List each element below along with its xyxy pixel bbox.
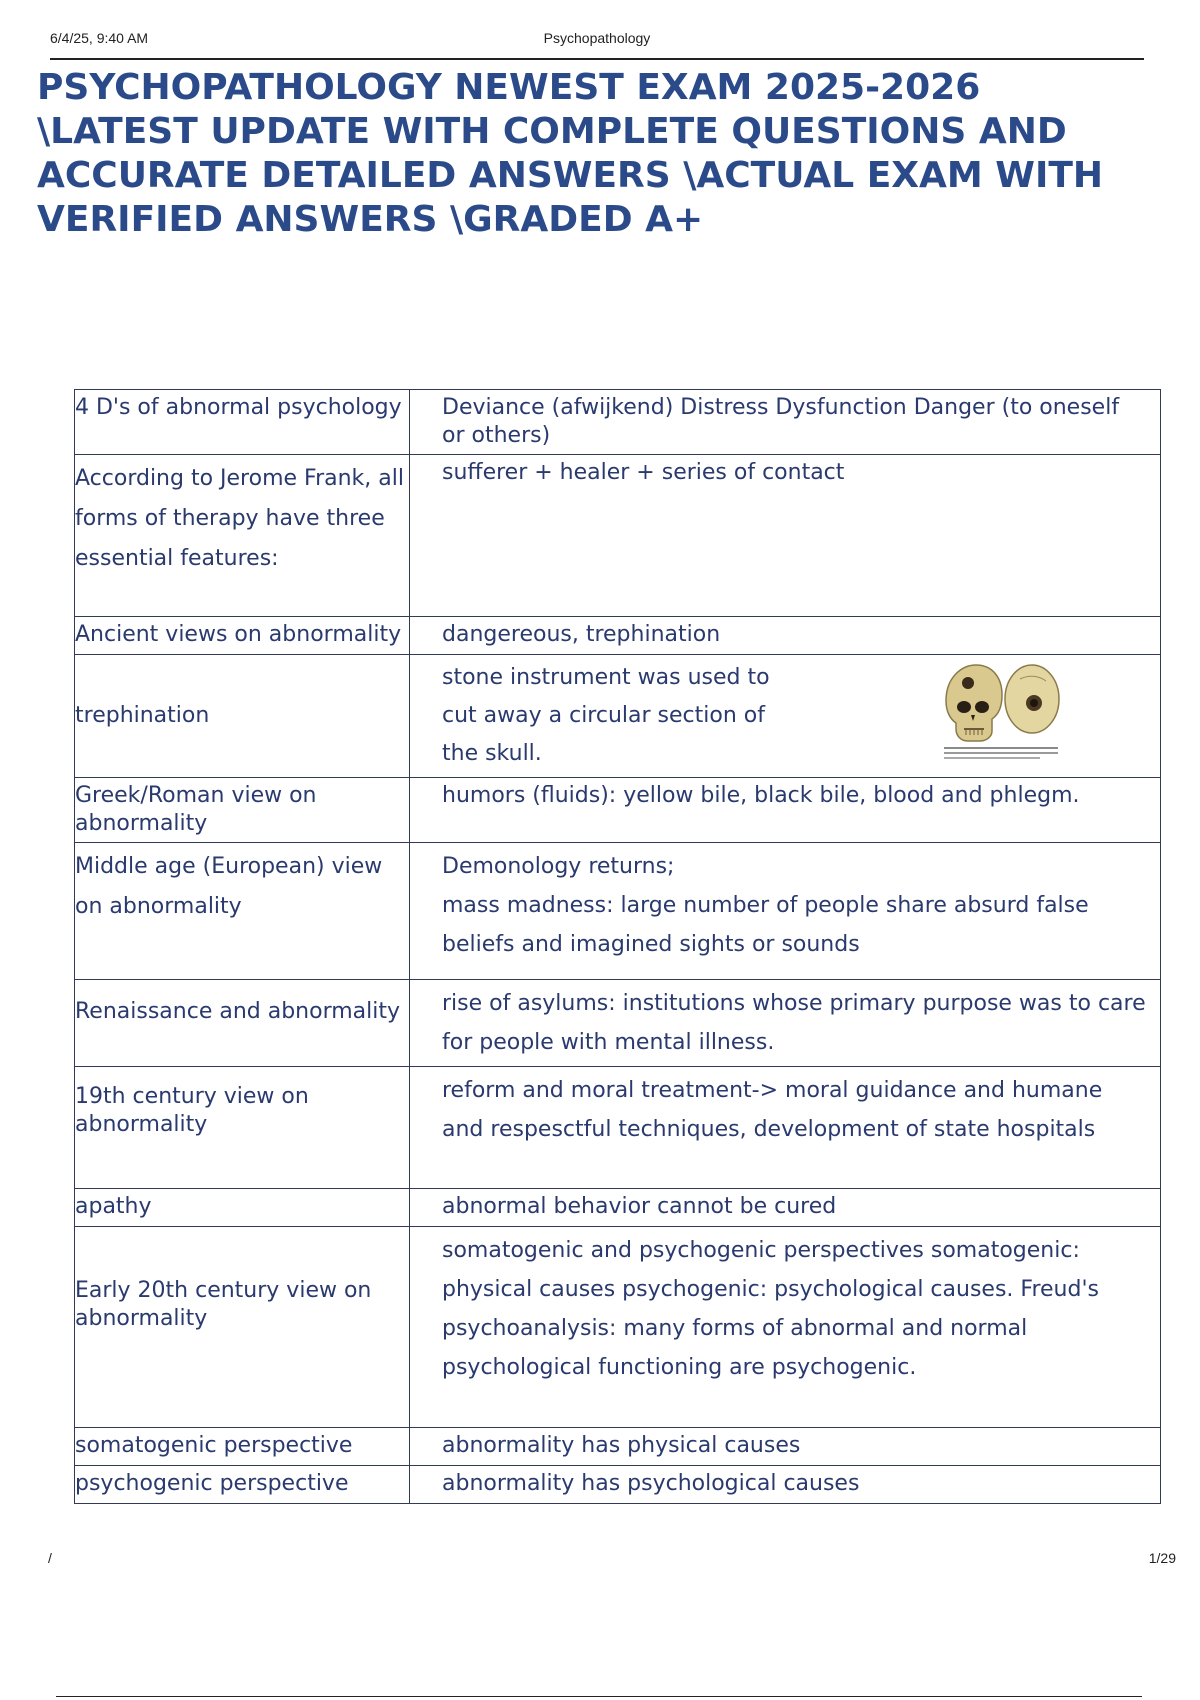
- term-cell: [75, 1067, 410, 1189]
- definition-cell: sufferer + healer + series of contact: [410, 455, 1161, 617]
- definition-cell: humors (fluids): yellow bile, black bile, blood and phlegm.: [410, 778, 1161, 843]
- table-row: [75, 1428, 1161, 1466]
- definition-cell: reform and moral treatment-> moral guidance and humane and respesctful techniques, development of state hospitals: [410, 1067, 1161, 1189]
- print-doc-name: Psychopathology: [543, 30, 651, 46]
- definition-cell: Deviance (afwijkend) Distress Dysfunction Danger (to oneself or others): [410, 390, 1161, 455]
- term-cell: 4 D's of abnormal psychology: [75, 390, 410, 455]
- term-cell: trephination: [75, 655, 410, 778]
- table-row: [75, 1189, 1161, 1227]
- definition-cell: abnormality has psychological causes: [410, 1466, 1161, 1504]
- table-row: [75, 1466, 1161, 1504]
- table-row: [75, 617, 1161, 655]
- term-cell: somatogenic perspective: [75, 1428, 410, 1466]
- print-header: [50, 30, 1144, 60]
- table-row: [75, 1067, 1161, 1189]
- term-text: Early 20th century view on abnormality: [75, 1278, 372, 1331]
- definition-line: mass madness: large number of people share absurd false beliefs and imagined sights or sounds: [442, 893, 1089, 957]
- definition-cell: [410, 843, 1161, 980]
- term-cell: Greek/Roman view on abnormality: [75, 778, 410, 843]
- term-cell: psychogenic perspective: [75, 1466, 410, 1504]
- term-cell: apathy: [75, 1189, 410, 1227]
- table-row: [75, 778, 1161, 843]
- term-cell: According to Jerome Frank, all forms of therapy have three essential features:: [75, 455, 410, 617]
- definition-cell: rise of asylums: institutions whose primary purpose was to care for people with mental illness.: [410, 980, 1161, 1067]
- term-cell: [75, 980, 410, 1067]
- table-row: [75, 1227, 1161, 1428]
- term-cell: Ancient views on abnormality: [75, 617, 410, 655]
- definition-cell: abnormality has physical causes: [410, 1428, 1161, 1466]
- term-text: Renaissance and abnormality: [75, 999, 401, 1024]
- flashcard-table: [74, 389, 1161, 1504]
- table-row: [75, 390, 1161, 455]
- page-number: 1/29: [1148, 1550, 1176, 1566]
- table-row: [75, 455, 1161, 617]
- definition-text: stone instrument was used to cut away a circular section of the skull.: [442, 665, 770, 766]
- term-cell: Middle age (European) view on abnormality: [75, 843, 410, 980]
- table-row: [75, 980, 1161, 1067]
- table-row: [75, 843, 1161, 980]
- definition-cell: somatogenic and psychogenic perspectives somatogenic: physical causes psychogenic: psychological causes. Freud's psychoanalysis: many forms of abnormal and normal psychological functioning are psychogenic.: [410, 1227, 1161, 1428]
- footer-left-mark: /: [48, 1550, 52, 1566]
- page-title: PSYCHOPATHOLOGY NEWEST EXAM 2025-2026 \LATEST UPDATE WITH COMPLETE QUESTIONS AND ACCURATE DETAILED ANSWERS \ACTUAL EXAM WITH VERIFIED ANSWERS \GRADED A+: [37, 67, 1104, 240]
- definition-cell: [410, 655, 1161, 778]
- bottom-divider: [56, 1696, 1142, 1697]
- definition-cell: abnormal behavior cannot be cured: [410, 1189, 1161, 1227]
- print-date: 6/4/25, 9:40 AM: [50, 30, 149, 46]
- definition-line: Demonology returns;: [442, 854, 675, 879]
- trephined-skulls-image: [938, 659, 1064, 765]
- term-cell: [75, 1227, 410, 1428]
- term-text: 19th century view on abnormality: [75, 1084, 309, 1137]
- table-row: [75, 655, 1161, 778]
- definition-cell: dangereous, trephination: [410, 617, 1161, 655]
